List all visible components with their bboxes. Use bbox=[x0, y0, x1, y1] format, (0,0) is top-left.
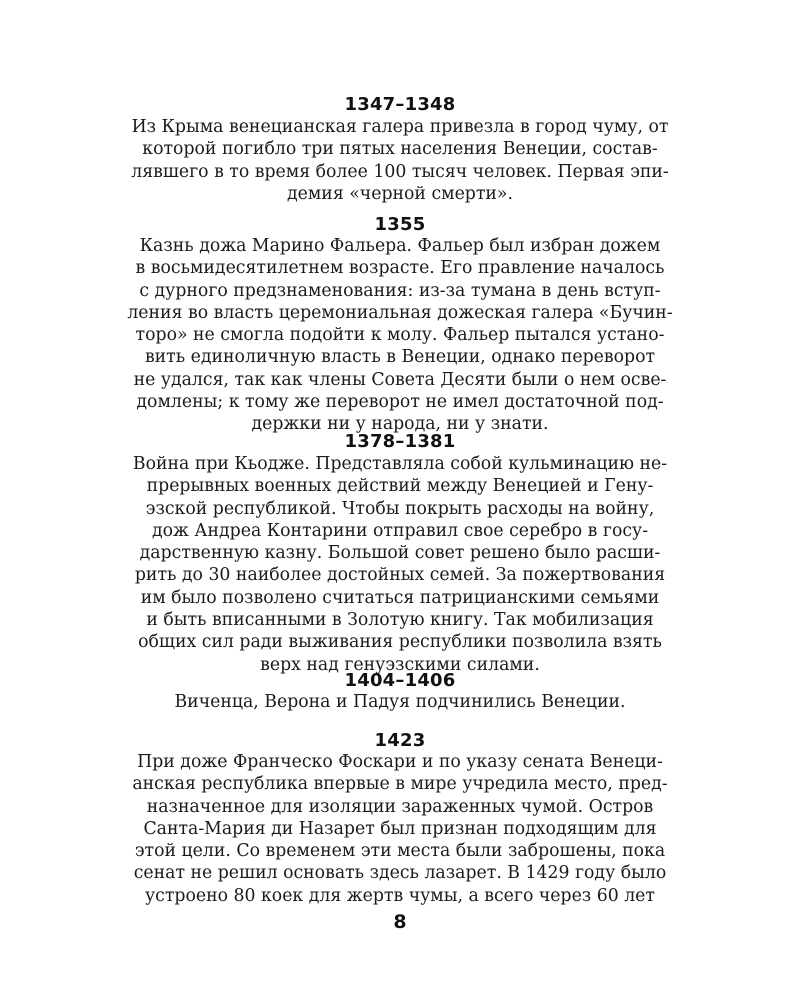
text-line: дарственную казну. Большой совет решено было расши- bbox=[139, 543, 661, 564]
text-line: и быть вписанными в Золотую книгу. Так мобилизация bbox=[146, 610, 654, 631]
entry-year: 1404–1406 bbox=[344, 670, 456, 691]
text-line: назначенное для изоляции зараженных чумой. Остров bbox=[146, 796, 654, 817]
text-line: Санта-Мария ди Назарет был признан подходящим для bbox=[143, 818, 657, 839]
entry-year: 1355 bbox=[374, 214, 426, 235]
text-line: эзской республикой. Чтобы покрыть расходы на войну, bbox=[145, 498, 655, 519]
text-line: При доже Франческо Фоскари и по указу сената Венеци- bbox=[137, 752, 663, 772]
text-line: Из Крыма венецианская галера привезла в город чуму, от bbox=[131, 117, 669, 137]
entry-text bbox=[100, 235, 700, 436]
text-line: Война при Кьодже. Представляла собой кульминацию не- bbox=[132, 454, 668, 474]
text-line: демия «черной смерти». bbox=[287, 183, 513, 204]
entry-text bbox=[100, 116, 700, 205]
page-number: 8 bbox=[393, 911, 407, 933]
text-line: Казнь дожа Марино Фальера. Фальер был избран дожем bbox=[139, 236, 661, 256]
entry-year: 1347–1348 bbox=[344, 94, 456, 115]
text-line: с дурного предзнаменования: из-за тумана в день вступ- bbox=[139, 280, 661, 301]
text-line: держки ни у народа, ни у знати. bbox=[251, 414, 549, 435]
text-line: Виченца, Верона и Падуя подчинились Венеции. bbox=[174, 692, 626, 712]
text-line: домлены; к тому же переворот не имел достаточной под- bbox=[136, 392, 664, 413]
text-line: в восьмидесятилетнем возрасте. Его правление началось bbox=[135, 258, 665, 279]
text-line: дож Андреа Контарини отправил свое серебро в госу- bbox=[151, 520, 649, 541]
text-line: верх над генуэзскими силами. bbox=[260, 654, 540, 675]
text-line: общих сил ради выживания республики позволила взять bbox=[138, 632, 662, 653]
text-line: им было позволено считаться патрицианскими семьями bbox=[140, 587, 660, 608]
entry-year: 1378–1381 bbox=[344, 431, 456, 452]
text-line: вить единоличную власть в Венеции, однако переворот bbox=[144, 347, 656, 368]
entry-year: 1423 bbox=[374, 730, 426, 751]
text-line: ления во власть церемониальная дожеская галера «Бучин- bbox=[127, 302, 673, 323]
entry-text bbox=[100, 751, 700, 907]
entry-text bbox=[100, 691, 700, 713]
text-line: не удался, так как члены Совета Десяти были о нем осве- bbox=[133, 369, 667, 390]
text-line: торо» не смогла подойти к молу. Фальер пытался устано- bbox=[135, 325, 665, 346]
text-line: лявшего в то время более 100 тысяч человек. Первая эпи- bbox=[131, 161, 669, 182]
text-line: прерывных военных действий между Венецией и Гену- bbox=[146, 476, 654, 497]
text-line: рить до 30 наиболее достойных семей. За пожертвования bbox=[134, 565, 666, 586]
text-line: этой цели. Со временем эти места были заброшены, пока bbox=[134, 841, 666, 862]
text-line: устроено 80 коек для жертв чумы, а всего через 60 лет bbox=[145, 885, 655, 906]
text-line: анская республика впервые в мире учредила место, пред- bbox=[132, 774, 668, 795]
text-line: сенат не решил основать здесь лазарет. В 1429 году было bbox=[133, 863, 667, 884]
entry-text bbox=[100, 453, 700, 676]
text-line: которой погибло три пятых населения Венеции, состав- bbox=[142, 139, 658, 160]
